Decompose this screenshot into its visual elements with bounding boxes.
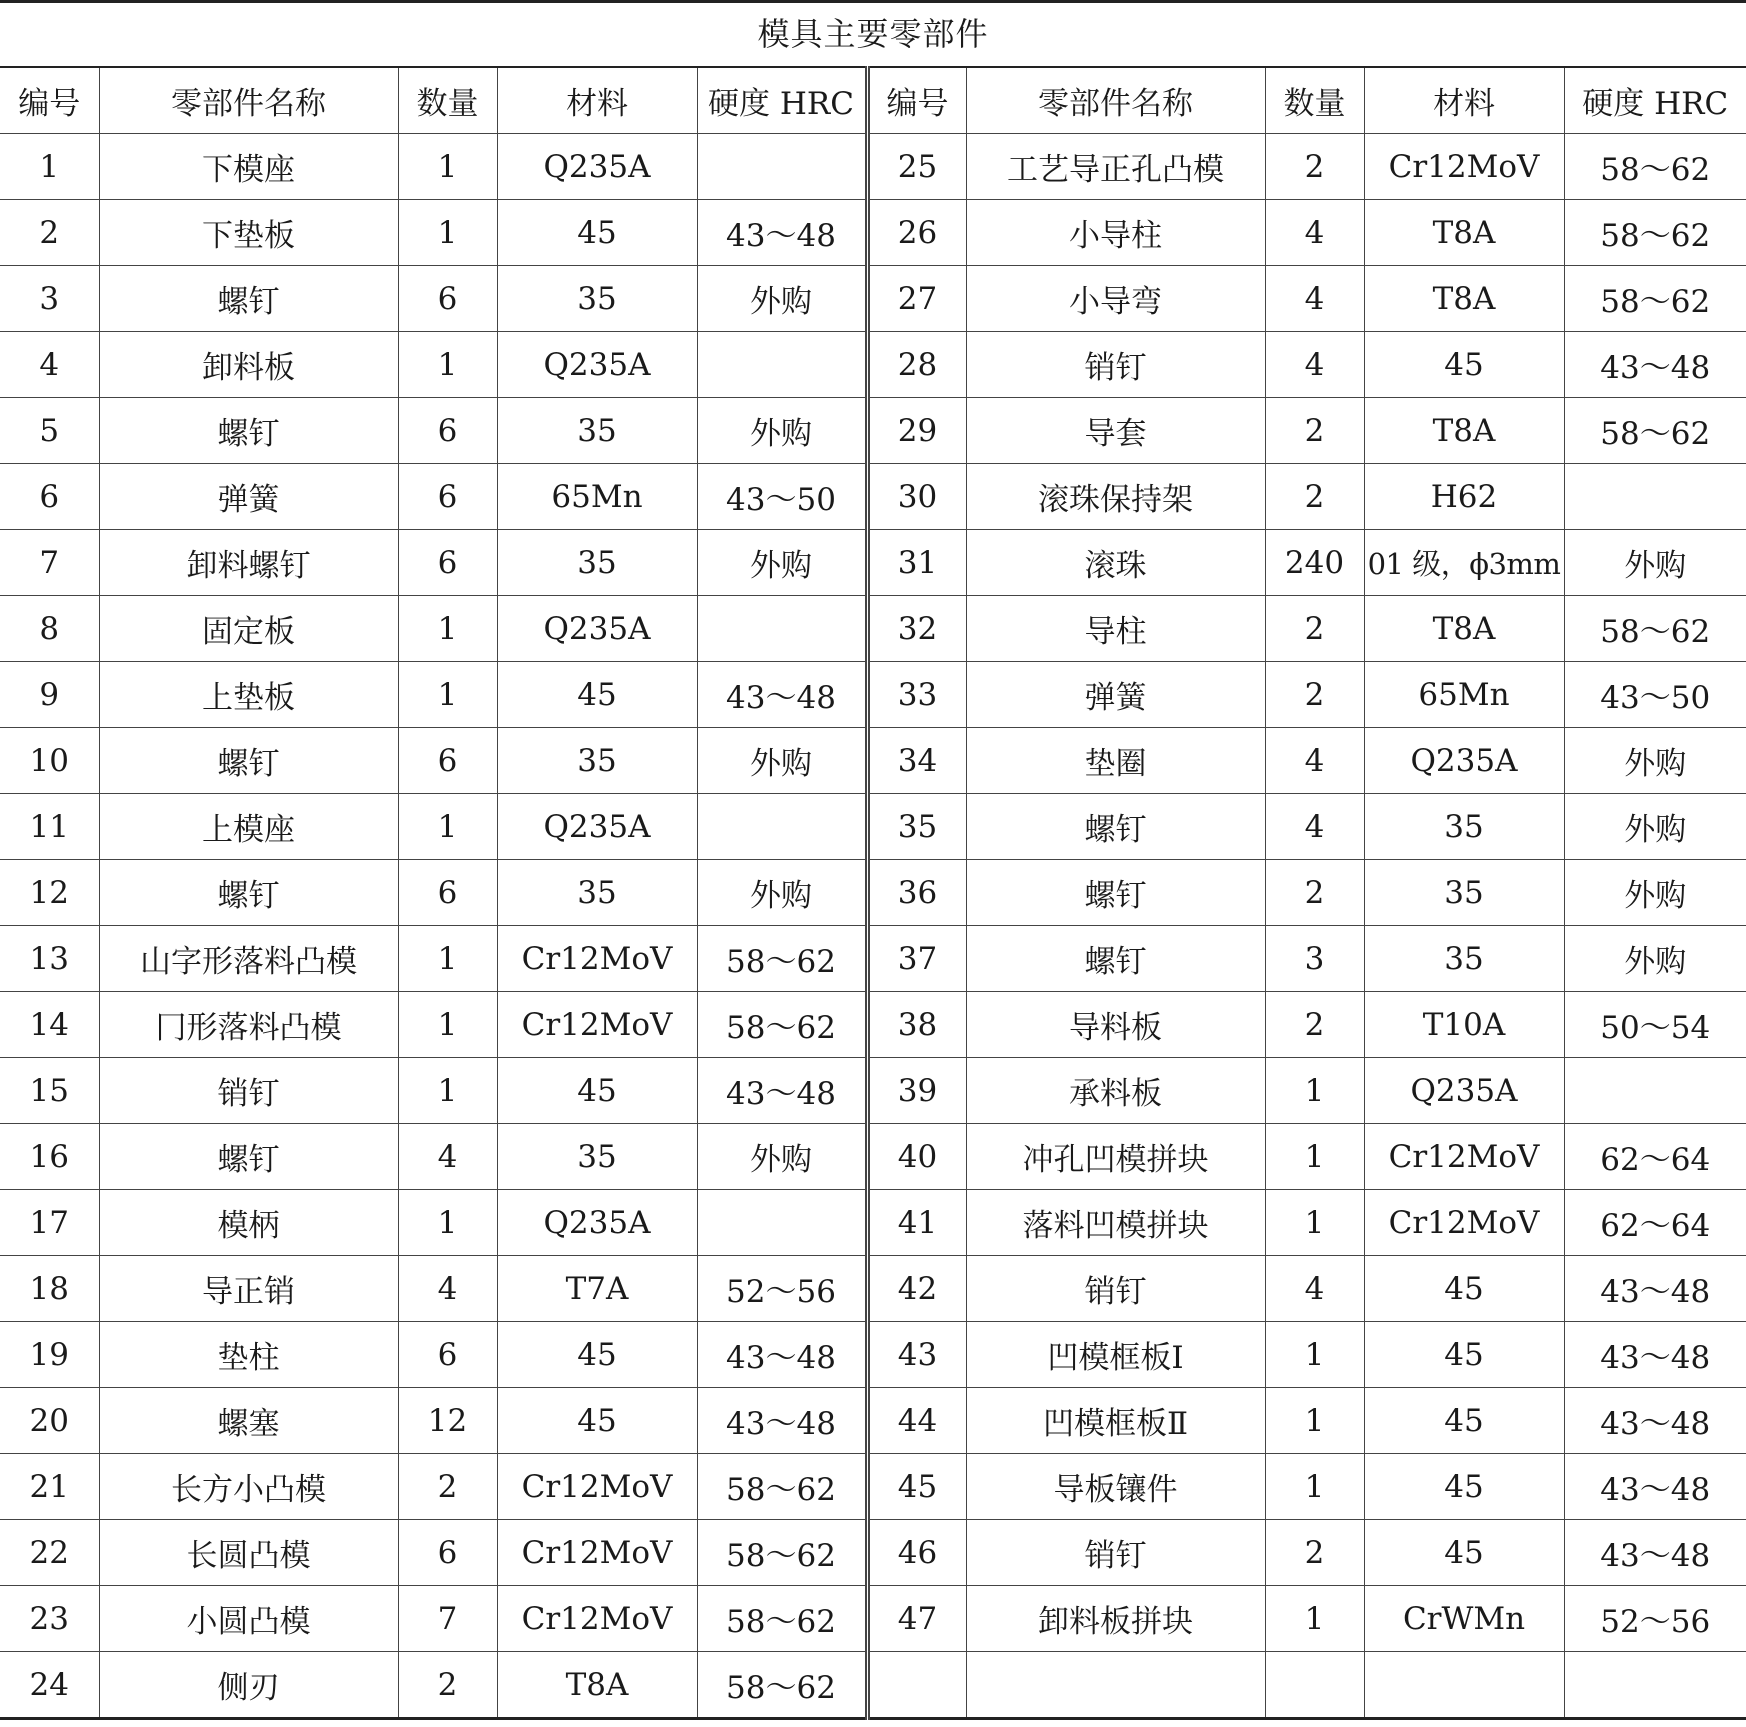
hardness-hrc-cell: 43～48 [697,200,867,266]
quantity-cell: 2 [1265,1520,1364,1586]
hardness-hrc-cell: 58～62 [1564,398,1746,464]
part-no-cell: 41 [867,1190,966,1256]
table-body [0,67,1746,1719]
hardness-hrc-cell: 外购 [1564,530,1746,596]
material-cell: Cr12MoV [497,992,697,1058]
quantity-cell: 1 [1265,1190,1364,1256]
part-name-cell: 小圆凸模 [99,1586,398,1652]
part-no-cell: 2 [0,200,99,266]
table-row [0,860,1746,926]
part-name-cell: 小导柱 [966,200,1265,266]
quantity-cell: 1 [398,134,497,200]
part-name-cell: 卸料螺钉 [99,530,398,596]
part-no-cell: 8 [0,596,99,662]
hardness-hrc-cell: 外购 [697,728,867,794]
column-header-part-no: 编号 [867,67,966,134]
part-no-cell: 1 [0,134,99,200]
part-no-cell: 25 [867,134,966,200]
material-cell: T8A [1364,266,1564,332]
quantity-cell: 6 [398,464,497,530]
quantity-cell: 1 [398,1058,497,1124]
part-name-cell: 小导弯 [966,266,1265,332]
hardness-hrc-cell: 外购 [1564,794,1746,860]
part-no-cell: 21 [0,1454,99,1520]
column-header-part-name: 零部件名称 [99,67,398,134]
material-cell: 35 [497,266,697,332]
quantity-cell: 1 [398,926,497,992]
part-name-cell: 承料板 [966,1058,1265,1124]
quantity-cell: 6 [398,1520,497,1586]
table-row [0,1124,1746,1190]
quantity-cell: 1 [1265,1058,1364,1124]
quantity-cell: 6 [398,728,497,794]
material-cell: 45 [497,1388,697,1454]
hardness-hrc-cell: 外购 [697,860,867,926]
hardness-hrc-cell: 58～62 [697,992,867,1058]
material-cell: T8A [1364,200,1564,266]
material-cell: 45 [1364,1520,1564,1586]
hardness-hrc-cell: 58～62 [697,1454,867,1520]
part-name-cell: 下模座 [99,134,398,200]
material-cell: Q235A [497,794,697,860]
hardness-hrc-cell [697,794,867,860]
material-cell: Cr12MoV [497,1520,697,1586]
part-no-cell: 47 [867,1586,966,1652]
material-cell: 35 [497,530,697,596]
part-name-cell: 螺钉 [99,728,398,794]
quantity-cell: 4 [398,1256,497,1322]
hardness-hrc-cell: 43～48 [697,1058,867,1124]
part-name-cell: 销钉 [966,332,1265,398]
part-name-cell: 导板镶件 [966,1454,1265,1520]
hardness-hrc-cell: 外购 [1564,926,1746,992]
hardness-hrc-cell: 外购 [697,266,867,332]
quantity-cell: 12 [398,1388,497,1454]
quantity-cell: 4 [1265,1256,1364,1322]
table-container [0,66,1746,1720]
material-cell: 35 [1364,926,1564,992]
quantity-cell: 2 [398,1652,497,1719]
table-row [0,728,1746,794]
table-row [0,1586,1746,1652]
quantity-cell: 1 [1265,1454,1364,1520]
quantity-cell: 2 [1265,398,1364,464]
table-row [0,398,1746,464]
hardness-hrc-cell: 58～62 [697,1652,867,1719]
part-no-cell: 10 [0,728,99,794]
material-cell: 45 [1364,1256,1564,1322]
part-name-cell: 长方小凸模 [99,1454,398,1520]
quantity-cell: 2 [1265,992,1364,1058]
part-no-cell: 37 [867,926,966,992]
column-header-hardness-hrc: 硬度 HRC [697,67,867,134]
material-cell: 45 [497,1058,697,1124]
part-name-cell: 侧刃 [99,1652,398,1719]
quantity-cell: 1 [398,200,497,266]
part-no-cell: 7 [0,530,99,596]
material-cell: Q235A [1364,1058,1564,1124]
part-name-cell: 螺钉 [966,926,1265,992]
table-row [0,134,1746,200]
part-no-cell: 31 [867,530,966,596]
material-cell: T8A [497,1652,697,1719]
quantity-cell: 4 [1265,794,1364,860]
quantity-cell: 4 [1265,200,1364,266]
quantity-cell: 1 [1265,1322,1364,1388]
hardness-hrc-cell: 58～62 [1564,596,1746,662]
hardness-hrc-cell: 58～62 [1564,134,1746,200]
part-name-cell: 长圆凸模 [99,1520,398,1586]
part-no-cell: 11 [0,794,99,860]
quantity-cell: 2 [1265,134,1364,200]
hardness-hrc-cell [697,332,867,398]
part-name-cell: 螺钉 [966,794,1265,860]
part-name-cell: 上模座 [99,794,398,860]
hardness-hrc-cell: 50～54 [1564,992,1746,1058]
quantity-cell: 2 [1265,860,1364,926]
material-cell: Cr12MoV [1364,1190,1564,1256]
part-no-cell: 23 [0,1586,99,1652]
material-cell: Cr12MoV [497,926,697,992]
part-name-cell: 山字形落料凸模 [99,926,398,992]
part-name-cell: 垫圈 [966,728,1265,794]
quantity-cell: 4 [398,1124,497,1190]
part-name-cell: 工艺导正孔凸模 [966,134,1265,200]
table-row [0,1652,1746,1719]
hardness-hrc-cell: 43～48 [1564,1322,1746,1388]
part-no-cell: 42 [867,1256,966,1322]
material-cell: 45 [1364,1388,1564,1454]
material-cell: 45 [1364,332,1564,398]
quantity-cell: 2 [398,1454,497,1520]
table-row [0,662,1746,728]
hardness-hrc-cell: 外购 [1564,860,1746,926]
part-no-cell: 29 [867,398,966,464]
part-name-cell: 弹簧 [99,464,398,530]
part-name-cell: 固定板 [99,596,398,662]
part-no-cell: 43 [867,1322,966,1388]
part-no-cell: 16 [0,1124,99,1190]
hardness-hrc-cell: 外购 [1564,728,1746,794]
table-row [0,1388,1746,1454]
part-no-cell: 36 [867,860,966,926]
material-cell: T10A [1364,992,1564,1058]
part-no-cell: 45 [867,1454,966,1520]
quantity-cell: 1 [398,596,497,662]
quantity-cell: 6 [398,1322,497,1388]
quantity-cell: 240 [1265,530,1364,596]
hardness-hrc-cell: 外购 [697,398,867,464]
part-no-cell: 24 [0,1652,99,1719]
material-cell: 65Mn [1364,662,1564,728]
quantity-cell: 6 [398,860,497,926]
part-name-cell: 下垫板 [99,200,398,266]
hardness-hrc-cell: 43～48 [1564,1388,1746,1454]
material-cell: T8A [1364,398,1564,464]
part-no-cell: 39 [867,1058,966,1124]
table-row [0,464,1746,530]
material-cell: Q235A [497,134,697,200]
part-no-cell: 26 [867,200,966,266]
part-no-cell: 40 [867,1124,966,1190]
column-header-part-name: 零部件名称 [966,67,1265,134]
material-cell: 35 [497,860,697,926]
table-row [0,926,1746,992]
part-no-cell [867,1652,966,1719]
part-no-cell: 5 [0,398,99,464]
part-name-cell: 螺钉 [966,860,1265,926]
part-name-cell: 滚珠保持架 [966,464,1265,530]
hardness-hrc-cell: 58～62 [697,1586,867,1652]
part-no-cell: 13 [0,926,99,992]
quantity-cell: 3 [1265,926,1364,992]
quantity-cell: 4 [1265,266,1364,332]
hardness-hrc-cell: 58～62 [1564,266,1746,332]
hardness-hrc-cell: 43～50 [1564,662,1746,728]
part-no-cell: 22 [0,1520,99,1586]
part-name-cell: 导套 [966,398,1265,464]
material-cell [1364,1652,1564,1719]
table-row [0,1190,1746,1256]
part-no-cell: 17 [0,1190,99,1256]
parts-table [0,66,1746,1720]
part-name-cell: 落料凹模拼块 [966,1190,1265,1256]
part-name-cell: 螺塞 [99,1388,398,1454]
material-cell: 01 级，ϕ3mm [1364,530,1564,596]
material-cell: 45 [1364,1322,1564,1388]
column-header-quantity: 数量 [1265,67,1364,134]
material-cell: Cr12MoV [497,1586,697,1652]
table-row [0,1520,1746,1586]
hardness-hrc-cell: 58～62 [697,926,867,992]
hardness-hrc-cell [697,596,867,662]
hardness-hrc-cell: 43～48 [697,1322,867,1388]
table-row [0,1256,1746,1322]
part-no-cell: 20 [0,1388,99,1454]
hardness-hrc-cell: 43～48 [1564,1454,1746,1520]
part-name-cell [966,1652,1265,1719]
table-row [0,1322,1746,1388]
hardness-hrc-cell: 52～56 [1564,1586,1746,1652]
part-name-cell: 弹簧 [966,662,1265,728]
hardness-hrc-cell: 58～62 [1564,200,1746,266]
quantity-cell: 4 [1265,332,1364,398]
material-cell: Cr12MoV [1364,1124,1564,1190]
part-no-cell: 46 [867,1520,966,1586]
material-cell: Cr12MoV [1364,134,1564,200]
hardness-hrc-cell [1564,1652,1746,1719]
hardness-hrc-cell: 43～48 [1564,1256,1746,1322]
quantity-cell: 7 [398,1586,497,1652]
part-name-cell: 凹模框板Ⅰ [966,1322,1265,1388]
quantity-cell: 6 [398,530,497,596]
hardness-hrc-cell [1564,1058,1746,1124]
quantity-cell: 6 [398,266,497,332]
part-name-cell: 冲孔凹模拼块 [966,1124,1265,1190]
table-caption: 模具主要零部件 [757,15,989,53]
quantity-cell: 1 [1265,1388,1364,1454]
material-cell: 65Mn [497,464,697,530]
part-no-cell: 19 [0,1322,99,1388]
material-cell: T8A [1364,596,1564,662]
material-cell: Q235A [497,332,697,398]
part-no-cell: 33 [867,662,966,728]
table-row [0,596,1746,662]
part-name-cell: 导柱 [966,596,1265,662]
column-header-part-no: 编号 [0,67,99,134]
column-header-quantity: 数量 [398,67,497,134]
part-no-cell: 27 [867,266,966,332]
quantity-cell: 1 [398,1190,497,1256]
table-row [0,266,1746,332]
material-cell: CrWMn [1364,1586,1564,1652]
part-name-cell: 螺钉 [99,266,398,332]
part-no-cell: 28 [867,332,966,398]
part-no-cell: 15 [0,1058,99,1124]
hardness-hrc-cell: 外购 [697,1124,867,1190]
column-header-hardness-hrc: 硬度 HRC [1564,67,1746,134]
material-cell: 45 [497,200,697,266]
material-cell: Q235A [497,596,697,662]
material-cell: 35 [1364,794,1564,860]
part-no-cell: 34 [867,728,966,794]
material-cell: Q235A [497,1190,697,1256]
part-no-cell: 14 [0,992,99,1058]
quantity-cell: 4 [1265,728,1364,794]
part-name-cell: 销钉 [99,1058,398,1124]
hardness-hrc-cell: 外购 [697,530,867,596]
column-header-material: 材料 [1364,67,1564,134]
quantity-cell: 1 [1265,1586,1364,1652]
part-no-cell: 38 [867,992,966,1058]
part-name-cell: 凹模框板Ⅱ [966,1388,1265,1454]
material-cell: 45 [497,1322,697,1388]
material-cell: Q235A [1364,728,1564,794]
part-no-cell: 6 [0,464,99,530]
part-name-cell: 垫柱 [99,1322,398,1388]
part-no-cell: 44 [867,1388,966,1454]
quantity-cell: 2 [1265,464,1364,530]
part-no-cell: 9 [0,662,99,728]
part-no-cell: 12 [0,860,99,926]
table-row [0,992,1746,1058]
header-row [0,67,1746,134]
part-name-cell: 滚珠 [966,530,1265,596]
material-cell: 45 [1364,1454,1564,1520]
material-cell: T7A [497,1256,697,1322]
hardness-hrc-cell: 43～50 [697,464,867,530]
column-header-material: 材料 [497,67,697,134]
part-name-cell: 销钉 [966,1520,1265,1586]
part-name-cell: 螺钉 [99,1124,398,1190]
quantity-cell: 1 [398,794,497,860]
quantity-cell: 1 [398,662,497,728]
table-row [0,1454,1746,1520]
part-name-cell: 螺钉 [99,860,398,926]
quantity-cell: 1 [398,332,497,398]
quantity-cell: 2 [1265,596,1364,662]
part-name-cell: 卸料板拼块 [966,1586,1265,1652]
quantity-cell: 1 [398,992,497,1058]
part-no-cell: 32 [867,596,966,662]
hardness-hrc-cell: 43～48 [1564,332,1746,398]
material-cell: 45 [497,662,697,728]
material-cell: 35 [497,1124,697,1190]
hardness-hrc-cell: 58～62 [697,1520,867,1586]
part-name-cell: 导正销 [99,1256,398,1322]
part-name-cell: 销钉 [966,1256,1265,1322]
table-row [0,200,1746,266]
table-row [0,794,1746,860]
quantity-cell [1265,1652,1364,1719]
table-row [0,1058,1746,1124]
part-no-cell: 35 [867,794,966,860]
hardness-hrc-cell: 62～64 [1564,1124,1746,1190]
part-name-cell: 冂形落料凸模 [99,992,398,1058]
material-cell: 35 [497,398,697,464]
part-no-cell: 18 [0,1256,99,1322]
part-no-cell: 30 [867,464,966,530]
hardness-hrc-cell: 43～48 [697,662,867,728]
hardness-hrc-cell: 52～56 [697,1256,867,1322]
material-cell: 35 [497,728,697,794]
hardness-hrc-cell: 43～48 [1564,1520,1746,1586]
quantity-cell: 6 [398,398,497,464]
hardness-hrc-cell [1564,464,1746,530]
part-no-cell: 4 [0,332,99,398]
part-name-cell: 卸料板 [99,332,398,398]
material-cell: 35 [1364,860,1564,926]
table-row [0,530,1746,596]
quantity-cell: 2 [1265,662,1364,728]
hardness-hrc-cell: 62～64 [1564,1190,1746,1256]
material-cell: Cr12MoV [497,1454,697,1520]
part-name-cell: 上垫板 [99,662,398,728]
hardness-hrc-cell: 43～48 [697,1388,867,1454]
part-name-cell: 模柄 [99,1190,398,1256]
material-cell: H62 [1364,464,1564,530]
hardness-hrc-cell [697,134,867,200]
part-name-cell: 导料板 [966,992,1265,1058]
part-name-cell: 螺钉 [99,398,398,464]
hardness-hrc-cell [697,1190,867,1256]
part-no-cell: 3 [0,266,99,332]
quantity-cell: 1 [1265,1124,1364,1190]
table-row [0,332,1746,398]
